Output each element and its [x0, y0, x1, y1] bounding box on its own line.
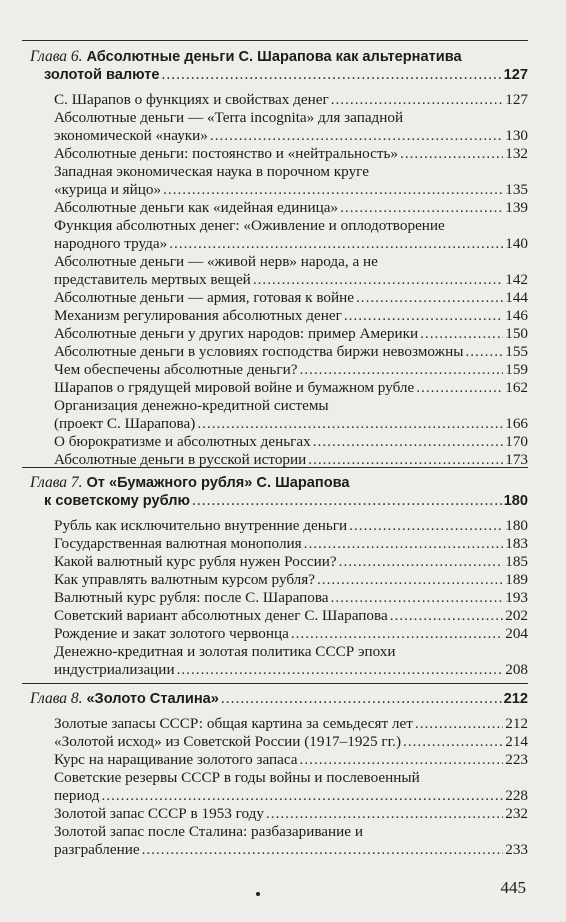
toc-entry-page: 130 [505, 127, 528, 144]
toc-entry-text: Курс на наращивание золотого запаса [54, 751, 298, 768]
chapter-title: золотой валюте [44, 67, 160, 83]
toc-entry-text: Абсолютные деньги — армия, готовая к войне [54, 289, 354, 306]
toc-entry-text: разграбление [54, 841, 140, 858]
toc-entry-line [22, 433, 528, 451]
toc-entry-text: Функция абсолютных денег: «Оживление и оплодотворение [54, 217, 445, 234]
section-list [22, 715, 528, 859]
toc-entry [22, 397, 528, 433]
toc-entry-line [22, 715, 528, 733]
toc-entry-text: «Золотой исход» из Советской России (1917–1925 гг.) [54, 733, 402, 750]
toc-entry [22, 625, 528, 643]
toc-entry-text: Советский вариант абсолютных денег С. Шарапова [54, 607, 388, 624]
toc-entry-text: Абсолютные деньги у других народов: пример Америки [54, 325, 419, 342]
toc-entry [22, 199, 528, 217]
toc-entry-text: Как управлять валютным курсом рубля? [54, 571, 315, 588]
toc-entry-line [22, 625, 528, 643]
toc-entry-text: (проект С. Шарапова) [54, 415, 196, 432]
chapter-heading-text [30, 474, 350, 491]
leader-dots [300, 751, 504, 769]
toc-entry-page: 233 [505, 841, 528, 858]
chapter-page: 127 [503, 67, 528, 83]
toc-entry-page: 162 [505, 379, 528, 396]
toc-entry-page: 183 [505, 535, 528, 552]
toc-entry-page: 214 [505, 733, 528, 750]
toc-entry-text: Чем обеспечены абсолютные деньги? [54, 361, 298, 378]
leader-dots [101, 787, 503, 805]
leader-dots [400, 145, 503, 163]
toc-entry-line [22, 571, 528, 589]
toc-entry-text: Рубль как исключительно внутренние деньги [54, 517, 348, 534]
toc-entry-line [22, 145, 528, 163]
toc-entry-line [22, 841, 528, 859]
toc-entry-page: 146 [505, 307, 528, 324]
toc-entry-line [22, 163, 528, 181]
leader-dots [390, 607, 504, 625]
leader-dots [162, 66, 502, 84]
toc-entry-line [22, 127, 528, 145]
chapter-heading-text [30, 48, 462, 65]
toc-entry-page: 135 [505, 181, 528, 198]
toc-entry-text: Абсолютные деньги: постоянство и «нейтральность» [54, 145, 399, 162]
toc-entry-page: 189 [505, 571, 528, 588]
toc-entry-page: 185 [505, 553, 528, 570]
toc-entry-text: Шарапов о грядущей мировой войне и бумажном рубле [54, 379, 415, 396]
leader-dots [169, 235, 503, 253]
toc-entry-line [22, 823, 528, 841]
toc-entry-page: 155 [505, 343, 528, 360]
toc-entry-text: Золотой запас СССР в 1953 году [54, 805, 264, 822]
toc-entry [22, 607, 528, 625]
toc-entry [22, 325, 528, 343]
toc-entry-text: Какой валютный курс рубля нужен России? [54, 553, 337, 570]
leader-dots [349, 517, 503, 535]
toc-entry-line [22, 199, 528, 217]
toc-entry-line [22, 325, 528, 343]
toc-entry-text: Советские резервы СССР в годы войны и послевоенный [54, 769, 420, 786]
toc-entry-line [22, 379, 528, 397]
toc-entry-line [22, 769, 528, 787]
toc-entry [22, 379, 528, 397]
leader-dots [331, 589, 504, 607]
leader-dots [356, 289, 503, 307]
toc-entry-line [22, 787, 528, 805]
toc-entry-text: Абсолютные деньги как «идейная единица» [54, 199, 339, 216]
toc-entry [22, 553, 528, 571]
chapter-divider [22, 40, 528, 41]
leader-dots [465, 343, 503, 361]
toc-entry [22, 571, 528, 589]
chapter-heading [22, 48, 528, 84]
toc-entry-page: 208 [505, 661, 528, 678]
toc-entry-text: «курица и яйцо» [54, 181, 162, 198]
leader-dots [266, 805, 503, 823]
toc-entry [22, 535, 528, 553]
toc-entry-line [22, 661, 528, 679]
chapter-heading-line [30, 474, 528, 492]
leader-dots [142, 841, 504, 859]
leader-dots [331, 91, 504, 109]
toc-entry-line [22, 253, 528, 271]
toc-entry [22, 361, 528, 379]
toc-entry [22, 109, 528, 145]
toc-entry-line [22, 343, 528, 361]
toc-entry-line [22, 91, 528, 109]
toc-entry-text: период [54, 787, 100, 804]
toc-entry [22, 643, 528, 679]
toc-entry-text: экономической «науки» [54, 127, 208, 144]
toc-entry-page: 204 [505, 625, 528, 642]
leader-dots [403, 733, 503, 751]
toc-entry-line [22, 235, 528, 253]
leader-dots [344, 307, 503, 325]
leader-dots [221, 690, 502, 708]
toc-entry-text: Золотые запасы СССР: общая картина за семьдесят лет [54, 715, 413, 732]
toc-entry-page: 150 [505, 325, 528, 342]
toc-entry-line [22, 271, 528, 289]
toc-entry-line [22, 535, 528, 553]
leader-dots [339, 553, 504, 571]
leader-dots [304, 535, 504, 553]
toc-entry [22, 733, 528, 751]
toc-entry-text: Государственная валютная монополия [54, 535, 302, 552]
toc-entry-text: Западная экономическая наука в порочном круге [54, 163, 369, 180]
toc-entry-line [22, 181, 528, 199]
leader-dots [420, 325, 503, 343]
chapter-6 [22, 48, 528, 469]
leader-dots [317, 571, 503, 589]
toc-entry [22, 751, 528, 769]
chapter-heading-text [30, 690, 219, 708]
toc-entry-page: 202 [505, 607, 528, 624]
toc-entry-page: 193 [505, 589, 528, 606]
leader-dots [253, 271, 503, 289]
toc-entry-text: Валютный курс рубля: после С. Шарапова [54, 589, 329, 606]
toc-entry-line [22, 733, 528, 751]
chapter-label: Глава 6. [30, 48, 83, 65]
leader-dots [197, 415, 503, 433]
toc-entry [22, 343, 528, 361]
chapter-title: к советскому рублю [44, 493, 190, 509]
toc-entry-line [22, 289, 528, 307]
toc-entry-page: 144 [505, 289, 528, 306]
chapter-7 [22, 474, 528, 679]
toc-entry-line [22, 109, 528, 127]
toc-entry [22, 289, 528, 307]
chapter-8 [22, 690, 528, 859]
toc-entry [22, 91, 528, 109]
toc-entry-line [22, 589, 528, 607]
toc-entry-page: 228 [505, 787, 528, 804]
print-mark [256, 892, 260, 896]
chapter-title: Абсолютные деньги С. Шарапова как альтернатива [86, 49, 462, 65]
toc-entry-text: С. Шарапов о функциях и свойствах денег [54, 91, 329, 108]
chapter-heading-line [30, 690, 528, 708]
chapter-label: Глава 8. [30, 690, 83, 707]
toc-entry-page: 170 [505, 433, 528, 450]
leader-dots [340, 199, 503, 217]
toc-entry-text: Абсолютные деньги в условиях господства биржи невозможны [54, 343, 464, 360]
toc-entry [22, 823, 528, 859]
leader-dots [291, 625, 503, 643]
page-number: 445 [500, 878, 526, 897]
chapter-page: 212 [503, 691, 528, 707]
leader-dots [210, 127, 503, 145]
toc-entry-text: О бюрократизме и абсолютных деньгах [54, 433, 311, 450]
chapter-divider [22, 683, 528, 684]
toc-entry-page: 166 [505, 415, 528, 432]
toc-entry [22, 589, 528, 607]
toc-entry-line [22, 805, 528, 823]
chapter-page: 180 [503, 493, 528, 509]
toc-entry [22, 715, 528, 733]
chapter-heading-line [30, 66, 528, 84]
toc-entry [22, 517, 528, 535]
toc-entry-page: 212 [505, 715, 528, 732]
section-list [22, 517, 528, 679]
toc-entry-line [22, 397, 528, 415]
toc-entry-text: Организация денежно-кредитной системы [54, 397, 329, 414]
toc-entry-line [22, 361, 528, 379]
toc-entry [22, 433, 528, 451]
toc-entry-page: 140 [505, 235, 528, 252]
chapter-heading [22, 474, 528, 510]
toc-entry-text: представитель мертвых вещей [54, 271, 251, 288]
toc-entry-page: 173 [505, 451, 528, 468]
toc-entry [22, 145, 528, 163]
toc-entry-page: 139 [505, 199, 528, 216]
toc-entry-line [22, 643, 528, 661]
section-list [22, 91, 528, 469]
toc-entry-page: 142 [505, 271, 528, 288]
chapter-heading [22, 690, 528, 708]
leader-dots [299, 361, 503, 379]
toc-entry [22, 217, 528, 253]
chapter-title: От «Бумажного рубля» С. Шарапова [86, 475, 350, 491]
chapter-label: Глава 7. [30, 474, 83, 491]
chapter-title: «Золото Сталина» [86, 691, 219, 707]
chapter-divider [22, 467, 528, 468]
toc-entry-line [22, 217, 528, 235]
toc-entry-text: Абсолютные деньги — «живой нерв» народа, а не [54, 253, 378, 270]
toc-entry-page: 232 [505, 805, 528, 822]
leader-dots [163, 181, 503, 199]
leader-dots [416, 379, 503, 397]
toc-entry-page: 132 [505, 145, 528, 162]
toc-entry-page: 223 [505, 751, 528, 768]
toc-entry-text: Абсолютные деньги в русской истории [54, 451, 307, 468]
toc-entry [22, 769, 528, 805]
toc-entry-text: Абсолютные деньги — «Terra incognita» для западной [54, 109, 404, 126]
leader-dots [313, 433, 503, 451]
toc-entry-text: народного труда» [54, 235, 168, 252]
toc-entry-line [22, 751, 528, 769]
toc-entry-page: 159 [505, 361, 528, 378]
toc-entry-line [22, 307, 528, 325]
toc-entry-line [22, 415, 528, 433]
toc-entry [22, 307, 528, 325]
toc-entry [22, 253, 528, 289]
leader-dots [192, 492, 502, 510]
toc-entry [22, 163, 528, 199]
toc-entry-page: 180 [505, 517, 528, 534]
toc-entry-line [22, 517, 528, 535]
leader-dots [415, 715, 503, 733]
toc-entry-text: Механизм регулирования абсолютных денег [54, 307, 342, 324]
toc-entry-line [22, 553, 528, 571]
toc-entry-page: 127 [505, 91, 528, 108]
toc-entry-text: Денежно-кредитная и золотая политика СССР эпохи [54, 643, 396, 660]
leader-dots [177, 661, 504, 679]
toc-entry-text: Золотой запас после Сталина: разбазаривание и [54, 823, 363, 840]
toc-entry-text: индустриализации [54, 661, 175, 678]
toc-entry [22, 805, 528, 823]
chapter-heading-line [30, 492, 528, 510]
toc-entry-line [22, 607, 528, 625]
chapter-heading-line [30, 48, 528, 66]
toc-entry-text: Рождение и закат золотого червонца [54, 625, 289, 642]
